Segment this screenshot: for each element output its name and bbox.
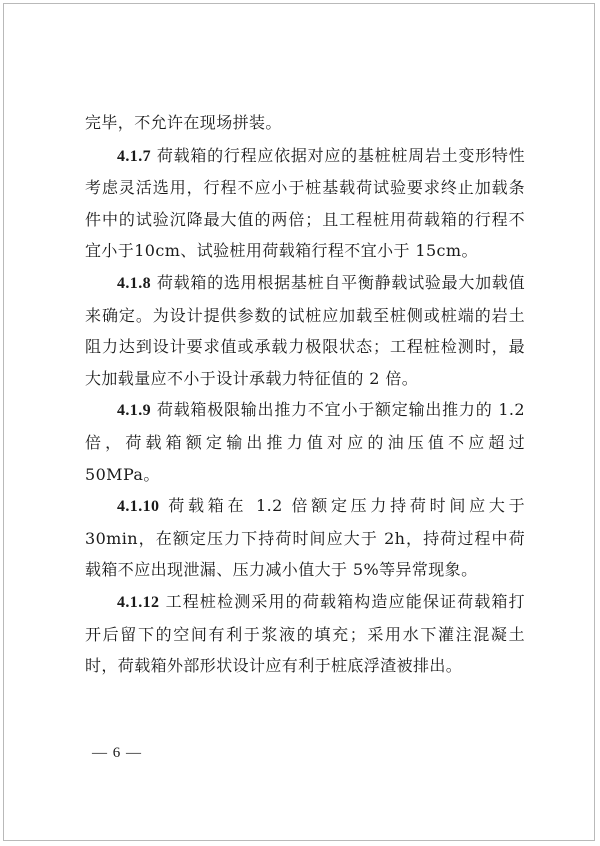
clause-number: 4.1.8 xyxy=(117,274,151,292)
paragraph-4-1-9 xyxy=(85,394,525,490)
clause-number: 4.1.12 xyxy=(117,593,160,611)
paragraph-4-1-10 xyxy=(85,490,525,586)
clause-number: 4.1.9 xyxy=(117,402,151,420)
paragraph-text: 荷载箱极限输出推力不宜小于额定输出推力的 1.2 倍，荷载箱额定输出推力值对应的油压值不应超过 50MPa。 xyxy=(85,400,525,484)
paragraph-text: 荷载箱的行程应依据对应的基桩桩周岩土变形特性考虑灵活选用，行程不应小于桩基载荷试验要求终止加载条件中的试验沉降最大值的两倍；且工程桩用荷载箱的行程不宜小于10cm、试验桩用荷载箱行程不宜小于 15cm。 xyxy=(85,145,525,261)
document-body xyxy=(85,107,525,682)
paragraph-text: 工程桩检测采用的荷载箱构造应能保证荷载箱打开后留下的空间有利于浆液的填充；采用水下灌注混凝土时，荷载箱外部形状设计应有利于桩底浮渣被排出。 xyxy=(85,591,525,676)
paragraph-4-1-12 xyxy=(85,586,525,682)
clause-number: 4.1.10 xyxy=(117,498,160,516)
paragraph-text: 荷载箱的选用根据基桩自平衡静载试验最大加载值来确定。为设计提供参数的试桩应加载至桩侧或桩端的岩土阻力达到设计要求值或承载力极限状态；工程桩检测时，最大加载量应不小于设计承载力特征值的 2 倍。 xyxy=(85,272,525,388)
page-number: — 6 — xyxy=(92,745,142,761)
clause-number: 4.1.7 xyxy=(117,147,151,165)
paragraph-continuation xyxy=(85,107,525,140)
paragraph-text: 完毕，不允许在现场拼装。 xyxy=(85,113,282,132)
paragraph-text: 荷载箱在 1.2 倍额定压力持荷时间应大于 30min，在额定压力下持荷时间应大于 2h，持荷过程中荷载箱不应出现泄漏、压力减小值大于 5%等异常现象。 xyxy=(85,496,525,580)
paragraph-4-1-7 xyxy=(85,140,525,267)
paragraph-4-1-8 xyxy=(85,267,525,394)
